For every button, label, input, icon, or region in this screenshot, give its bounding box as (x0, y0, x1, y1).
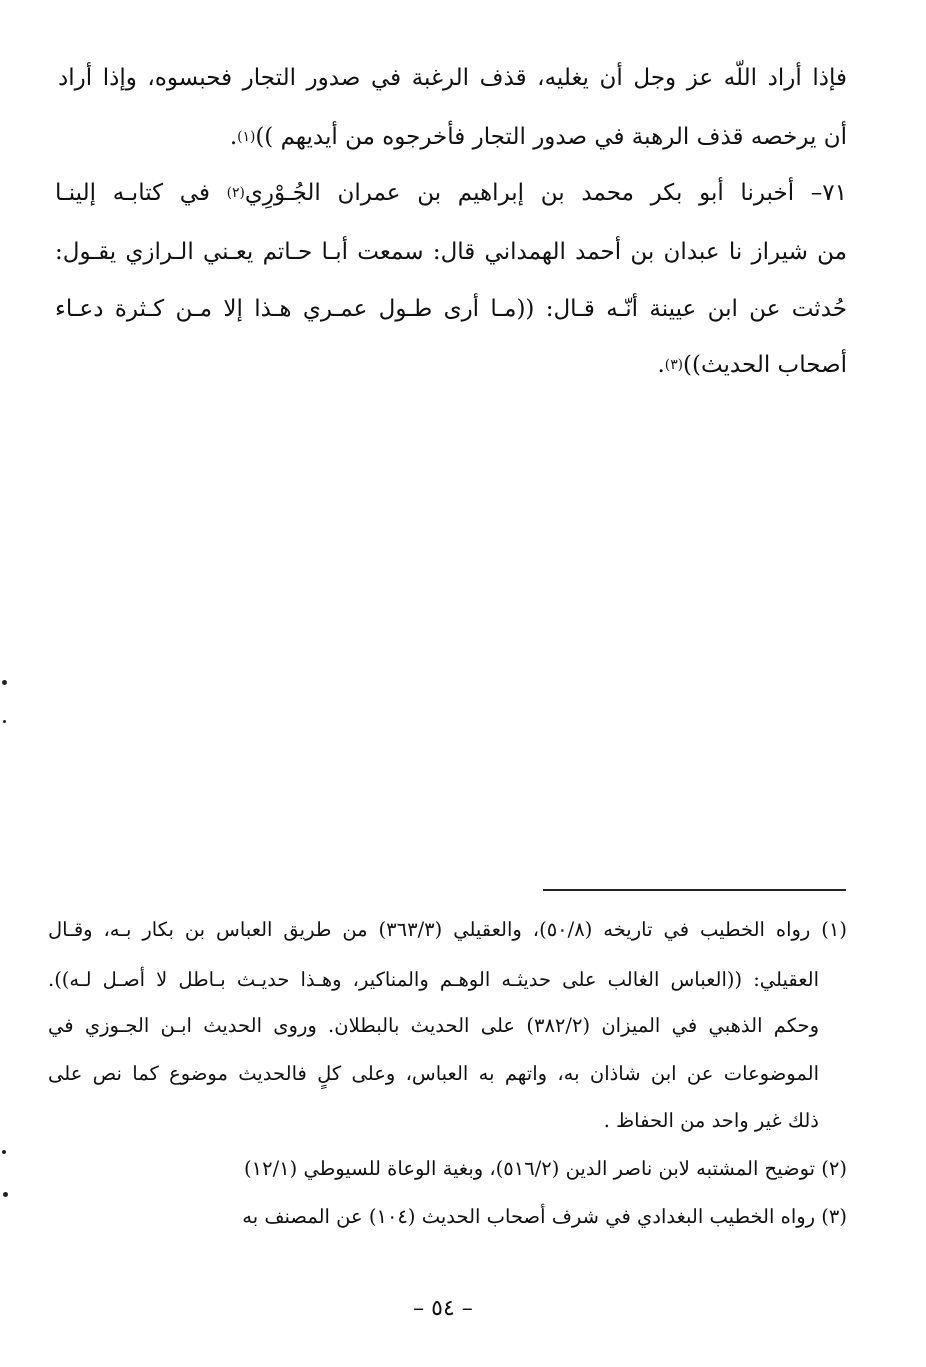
scan-speck (3, 1192, 8, 1197)
footnote-1-line-5: ذلك غير واحد من الحفاظ . (603, 1109, 819, 1132)
footnote-2: (٢) توضيح المشتبه لابن ناصر الدين (٥١٦/٢)، وبغية الوعاة للسيوطي (١٢/١) (244, 1157, 847, 1180)
footnote-1-line-3: وحكم الذهبي في الميزان (٣٨٢/٢) على الحديث بالبطلان. وروى الحديث ابـن الجـوزي في (48, 1014, 819, 1037)
body-line-4: من شيراز نا عبدان بن أحمد الهمداني قال: سمعت أبـا حـاتم يعـني الـرازي يقـول: (55, 239, 847, 265)
scan-speck (2, 680, 7, 685)
footnote-1-line-4: الموضوعات عن ابن شاذان به، واتهم به العباس، وعلى كلٍ فالحديث موضوع كما نص على (48, 1062, 819, 1085)
scan-speck (3, 720, 6, 723)
body-line-2: أن يرخصه قذف الرهبة في صدور التجار فأخرجوه من أيديهم ))$^{(١)}$. (229, 124, 847, 150)
body-line-5: حُدثت عن ابن عيينة أنّـه قـال: ((مـا أرى طـول عمـري هـذا إلا مـن كـثرة دعـاء (55, 296, 847, 322)
footnote-ref-2: (٢) (226, 184, 245, 201)
footnote-ref-1: (١) (237, 128, 256, 145)
footnote-3: (٣) رواه الخطيب البغدادي في شرف أصحاب الحديث (١٠٤) عن المصنف به (242, 1205, 847, 1228)
page-number: – ٥٤ – (413, 1296, 473, 1321)
body-line-6: أصحاب الحديث))$^{(٣)}$. (657, 352, 847, 378)
footnote-separator (543, 889, 846, 891)
footnote-1-line-2: العقيلي: ((العباس الغالب على حديثـه الوهـم والمناكير، وهـذا حديـث بـاطل لا أصـل لـه)). (48, 968, 819, 991)
footnote-1-line-1: (١) رواه الخطيب في تاريخه (٥٠/٨)، والعقيلي (٣٦٣/٣) من طريق العباس بن بكار بـه، وقـال (48, 918, 847, 941)
footnote-ref-3: (٣) (664, 356, 683, 373)
scan-speck (2, 1150, 6, 1154)
body-line-1: فإذا أراد اللّه عز وجل أن يغليه، قذف الرغبة في صدور التجار فحبسوه، وإذا أراد (58, 65, 847, 91)
body-line-3: ٧١– أخبرنا أبو بكر محمد بن إبراهيم بن عمران الجُـوْرِي$^{(٢)}$ في كتابـه إلينـا (55, 180, 847, 206)
